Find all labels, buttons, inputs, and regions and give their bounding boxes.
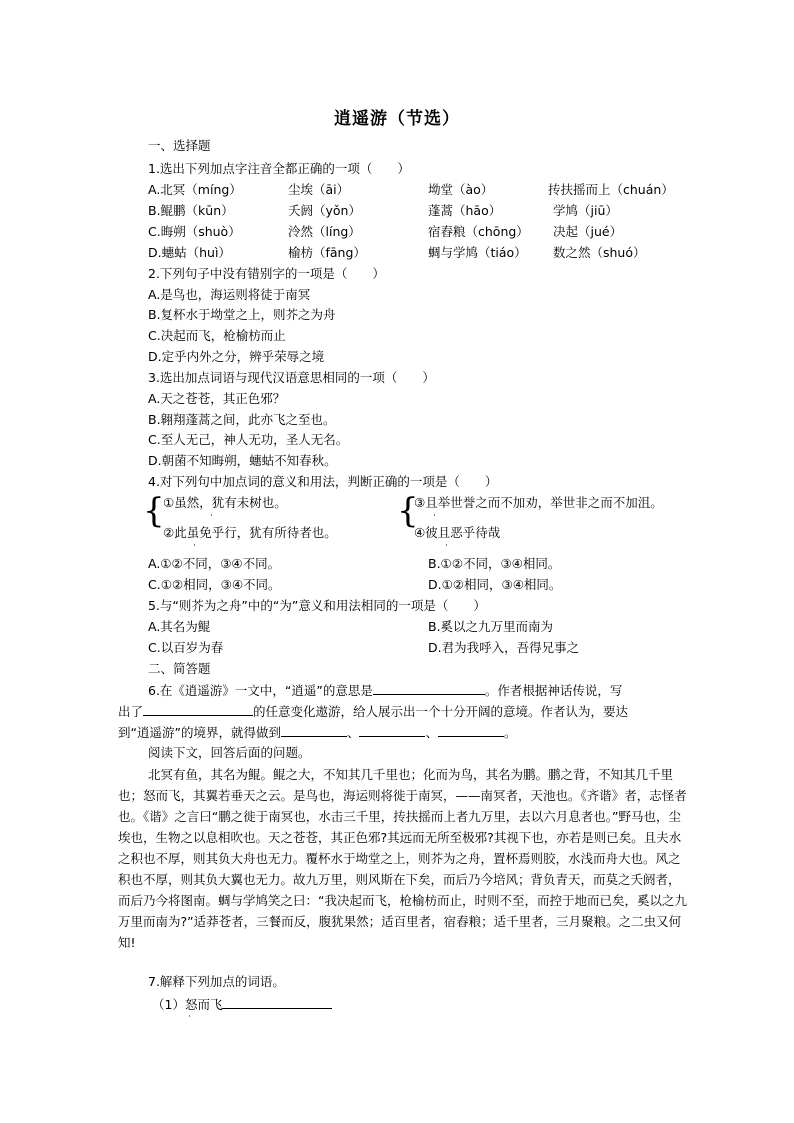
q1-row-a-col-4: 抟扶摇而上（chuán） — [548, 182, 674, 197]
q4-option-a: A.①②不同，③④不同。 — [148, 556, 281, 571]
q6-blank-3[interactable] — [438, 723, 504, 737]
q4-sentence-2: ②此虽免乎行，犹有所待者也。 — [163, 525, 337, 540]
q1-row-b-col-3: 蓬蒿（hāo） — [428, 203, 502, 218]
emphasis-dot: · — [433, 511, 436, 521]
q4-option-b: B.①②不同，③④相同。 — [428, 556, 561, 571]
q7-item-1-label: （1）怒而飞 — [152, 997, 223, 1012]
right-brace: { — [397, 491, 419, 531]
q3-option-b: B.翱翔蓬蒿之间，此亦飞之至也。 — [148, 412, 336, 427]
q1-row-c-col-4: 决起（jué） — [553, 224, 623, 239]
q6-blank-1[interactable] — [281, 723, 347, 737]
section-heading-short-answer: 二、简答题 — [148, 661, 211, 676]
question-5-stem: 5.与“则芥为之舟”中的“为”意义和用法相同的一项是（ ） — [148, 598, 486, 613]
q1-row-b-col-4: 学鸠（jiū） — [553, 203, 618, 218]
q1-row-a-col-2: 尘埃（āi） — [288, 182, 350, 197]
q3-option-c: C.至人无己，神人无功，圣人无名。 — [148, 432, 349, 447]
question-4-stem: 4.对下列句中加点词的意义和用法，判断正确的一项是（ ） — [148, 474, 498, 489]
q6-period: 。 — [503, 725, 517, 740]
q6-blank-creature[interactable] — [143, 702, 253, 716]
question-3-stem: 3.选出加点词语与现代汉语意思相同的一项（ ） — [148, 370, 435, 385]
q1-row-c-col-1: C.晦朔（shuò） — [148, 224, 241, 239]
q6-text-part-5: 到“逍遥游”的境界，就得做到 — [118, 725, 281, 740]
q1-row-d-col-3: 蜩与学鸠（tiáo） — [428, 245, 527, 260]
question-2-stem: 2.下列句子中没有错别字的一项是（ ） — [148, 266, 385, 281]
question-1-stem: 1.选出下列加点字注音全都正确的一项（ ） — [148, 161, 410, 176]
q4-sentence-3: ③且举世誉之而不加劝，举世非之而不加沮。 — [414, 495, 663, 510]
q4-option-d: D.①②相同，③④相同。 — [428, 577, 562, 592]
q5-option-a: A.其名为鲲 — [148, 619, 211, 634]
question-6-line-1 — [148, 681, 622, 700]
q6-text-part-4: 的任意变化遨游，给人展示出一个十分开阔的意境。作者认为，要达 — [253, 704, 629, 719]
q6-text-part-3: 出了 — [118, 704, 144, 719]
q6-text-part-2: 。作者根据神话传说，写 — [484, 683, 623, 698]
question-7-stem: 7.解释下列加点的词语。 — [148, 974, 285, 989]
q1-row-b-col-2: 夭阏（yǒn） — [288, 203, 361, 218]
q1-row-a-col-1: A.北冥（míng） — [148, 182, 242, 197]
emphasis-dot: · — [188, 1012, 191, 1022]
q5-option-b: B.奚以之九万里而南为 — [428, 619, 554, 634]
question-7-item-1 — [152, 995, 332, 1014]
q1-row-d-col-1: D.蟪蛄（huì） — [148, 245, 231, 260]
question-6-line-2 — [118, 702, 628, 721]
q6-blank-2[interactable] — [359, 723, 425, 737]
reading-passage: 北冥有鱼，其名为鲲。鲲之大，不知其几千里也；化而为鸟，其名为鹏。鹏之背，不知其几千里也；怒而飞，其翼若垂天之云。是鸟也，海运则将徙于南冥，——南冥者，天池也。《齐谐》者，志怪者也。《谐》之言曰“鹏之徙于南冥也，水击三千里，抟扶摇而上者九万里，去以六月息者也。”野马也，尘埃也，生物之以息相吹也。天之苍苍，其正色邪?其远而无所至极邪?其视下也，亦若是则已矣。且夫水之积也不厚，则其负大舟也无力。覆杯水于坳堂之上，则芥为之舟，置杯焉则胶，水浅而舟大也。风之积也不厚，则其负大翼也无力。故九万里，则风斯在下矣，而后乃今培风；背负青天，而莫之夭阏者，而后乃今将图南。蜩与学鸠笑之曰：“我决起而飞，枪榆枋而止，时则不至，而控于地而已矣，奚以之九万里而南为?”适莽苍者，三餐而反，腹犹果然；适百里者，宿舂粮；适千里者，三月聚粮。之二虫又何知! — [118, 767, 687, 950]
q2-option-b: B.复杯水于坳堂之上，则芥之为舟 — [148, 307, 336, 322]
q6-blank-meaning[interactable] — [373, 681, 485, 695]
q6-separator-1: 、 — [346, 725, 360, 740]
q3-option-d: D.朝菌不知晦朔，蟪蛄不知春秋。 — [148, 453, 337, 468]
reading-instruction: 阅读下文，回答后面的问题。 — [148, 745, 311, 760]
emphasis-dot: · — [210, 511, 213, 521]
q4-option-c: C.①②相同，③④不同。 — [148, 577, 281, 592]
left-brace: { — [143, 491, 165, 531]
q1-row-d-col-4: 数之然（shuó） — [553, 245, 646, 260]
q4-sentence-1: ①虽然，犹有未树也。 — [163, 495, 287, 510]
page-title: 逍遥游（节选） — [334, 109, 460, 129]
q4-sentence-4: ④彼且恶乎待哉 — [414, 525, 501, 540]
q6-separator-2: 、 — [425, 725, 438, 740]
q1-row-b-col-1: B.鲲鹏（kūn） — [148, 203, 234, 218]
q2-option-d: D.定乎内外之分，辨乎荣辱之境 — [148, 349, 325, 364]
q1-row-d-col-2: 榆枋（fāng） — [288, 245, 366, 260]
q2-option-a: A.是鸟也，海运则将徒于南冥 — [148, 287, 311, 302]
question-6-line-3 — [118, 723, 517, 742]
q3-option-a: A.天之苍苍，其正色邪？ — [148, 391, 286, 406]
q6-text-part-1: 6.在《逍遥游》一文中，“逍遥”的意思是 — [148, 683, 373, 698]
q7-item-1-blank[interactable] — [222, 995, 332, 1009]
q5-option-d: D.君为我呼入，吾得兄事之 — [428, 640, 580, 655]
q2-option-c: C.决起而飞，枪榆枋而止 — [148, 328, 286, 343]
q1-row-c-col-2: 泠然（líng） — [288, 224, 361, 239]
section-heading-choice: 一、选择题 — [148, 138, 211, 153]
emphasis-dot: · — [445, 541, 448, 551]
q1-row-c-col-3: 宿舂粮（chōng） — [428, 224, 529, 239]
q1-row-a-col-3: 坳堂（ào） — [428, 182, 494, 197]
emphasis-dot: · — [193, 541, 196, 551]
q5-option-c: C.以百岁为春 — [148, 640, 224, 655]
